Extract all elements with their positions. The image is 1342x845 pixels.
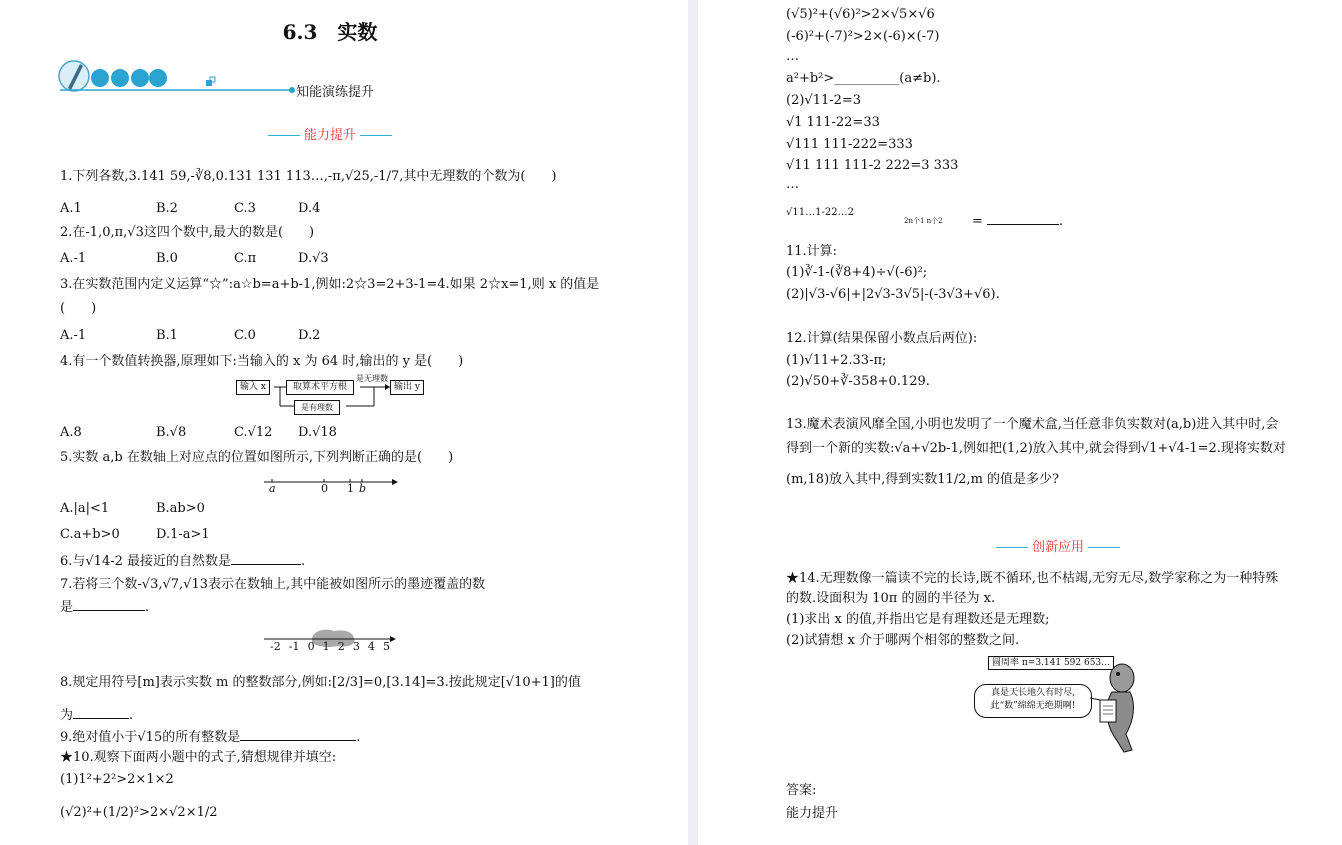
question-11: 11.计算: — [786, 244, 838, 259]
q10-part2-4: √11 111 111-2 222=3 333 — [786, 158, 959, 173]
question-4: 4.有一个数值转换器,原理如下:当输入的 x 为 64 时,输出的 y 是( ) — [60, 354, 464, 369]
q6-blank — [231, 552, 301, 565]
q10-equals-sign: = — [972, 214, 983, 229]
q2-option-a: A.-1 — [60, 251, 87, 266]
q7-tick: -1 — [288, 640, 300, 653]
q7-tick: 4 — [367, 640, 375, 653]
converter-irrational: 是无理数 — [356, 374, 388, 383]
q10-part2-general: √11…1-22…2 — [786, 207, 854, 218]
answer-section: 能力提升 — [786, 806, 839, 821]
thinking-figure-icon — [974, 654, 1142, 758]
q10-ellipsis-1: … — [786, 49, 799, 64]
number-line-q7 — [262, 628, 402, 654]
q14-line-2: 的数.设面积为 10π 的圆的半径为 x. — [786, 591, 996, 606]
q5-option-b: B.ab>0 — [156, 501, 205, 516]
page-gap — [688, 0, 698, 845]
question-6: 6.与√14-2 最接近的自然数是 . — [60, 554, 306, 569]
page-title: 6.3 实数 — [282, 20, 378, 44]
q3-option-d: D.2 — [298, 328, 321, 343]
q10-part2-equals: = . — [972, 214, 1064, 229]
question-5: 5.实数 a,b 在数轴上对应点的位置如图所示,下列判断正确的是( ) — [60, 450, 454, 465]
cartoon-illustration — [974, 654, 1142, 758]
converter-arrows — [234, 378, 434, 418]
q4-option-c: C.√12 — [234, 425, 273, 440]
q13-line-3: (m,18)放入其中,得到实数11/2,m 的值是多少? — [786, 472, 1060, 487]
question-12: 12.计算(结果保留小数点后两位): — [786, 331, 978, 346]
q10-part2-note: 2n个1 n个2 — [904, 217, 943, 225]
speech-line-2: 此“数”绵绵无绝期啊! — [990, 701, 1076, 711]
converter-diagram — [234, 374, 434, 418]
q7-tick: 3 — [352, 640, 360, 653]
converter-output: 输出 y — [390, 380, 424, 395]
q11-part-1: (1)∛-1-(∛8+4)÷√(-6)²; — [786, 265, 928, 280]
q8-text: 为 — [60, 708, 74, 723]
q7-tick: 0 — [307, 640, 315, 653]
q5-label-0: 0 — [321, 482, 328, 495]
q5-option-a: A.|a|<1 — [60, 501, 110, 516]
converter-input: 输入 x — [236, 380, 270, 395]
section-heading-ability: 能力提升 — [264, 124, 396, 143]
q14-part-1: (1)求出 x 的值,并指出它是有理数还是无理数; — [786, 612, 1050, 627]
q3-option-c: C.0 — [234, 328, 256, 343]
q5-option-d: D.1-a>1 — [156, 527, 210, 542]
q13-line-2: 得到一个新的实数:√a+√2b-1,例如把(1,2)放入其中,就会得到√1+√4-1=2.现将实数对 — [786, 441, 1286, 456]
question-2: 2.在-1,0,π,√3这四个数中,最大的数是( ) — [60, 225, 315, 240]
q3-option-a: A.-1 — [60, 328, 87, 343]
converter-rational: 是有理数 — [294, 400, 340, 415]
q4-option-b: B.√8 — [156, 425, 187, 440]
answer-label: 答案: — [786, 783, 817, 798]
q10-ellipsis-2: … — [786, 177, 799, 192]
question-7: 7.若将三个数-√3,√7,√13表示在数轴上,其中能被如图所示的墨迹覆盖的数 — [60, 577, 486, 592]
q2-option-b: B.0 — [156, 251, 178, 266]
q5-label-a: a — [269, 482, 276, 495]
q9-text: 9.绝对值小于√15的所有整数是 — [60, 730, 241, 745]
pi-label: 圆周率 π=3.141 592 653… — [988, 656, 1114, 670]
q9-blank — [240, 728, 356, 741]
q10-line-1: (1)1²+2²>2×1×2 — [60, 772, 174, 787]
question-13: 13.魔术表演风靡全国,小明也发明了一个魔术盒,当任意非负实数对(a,b)进入其中时,会 — [786, 417, 1279, 432]
q10-part2-3: √111 111-222=333 — [786, 137, 913, 152]
q10-part2-1: (2)√11-2=3 — [786, 93, 862, 108]
speech-line-1: 真是天长地久有时尽, — [991, 688, 1075, 698]
q7-text: 是 — [60, 600, 74, 615]
q4-option-a: A.8 — [60, 425, 82, 440]
q10-blank — [987, 212, 1059, 225]
q12-part-2: (2)√50+∛-358+0.129. — [786, 374, 930, 389]
q14-part-2: (2)试猜想 x 介于哪两个相邻的整数之间. — [786, 633, 1020, 648]
question-7-cont: 是 . — [60, 600, 150, 615]
q11-part-2: (2)|√3-√6|+|2√3-3√5|-(-3√3+√6). — [786, 287, 1000, 302]
right-page — [698, 0, 1342, 845]
q3-option-b: B.1 — [156, 328, 178, 343]
q5-label-1: 1 — [347, 482, 354, 495]
q2-option-c: C.π — [234, 251, 257, 266]
question-9: 9.绝对值小于√15的所有整数是 . — [60, 730, 361, 745]
q8-blank — [73, 706, 129, 719]
question-8-cont: 为 . — [60, 708, 134, 723]
section-heading-innovation: 创新应用 — [992, 536, 1124, 555]
q5-label-b: b — [359, 482, 367, 495]
question-10: ★10.观察下面两小题中的式子,猜想规律并填空: — [60, 750, 337, 765]
q1-option-a: A.1 — [60, 201, 82, 216]
q4-option-d: D.√18 — [298, 425, 337, 440]
q5-option-c: C.a+b>0 — [60, 527, 120, 542]
question-1: 1.下列各数,3.141 59,-∛8,0.131 131 113…,-π,√25,-1/7,其中无理数的个数为( ) — [60, 169, 557, 184]
q2-option-d: D.√3 — [298, 251, 329, 266]
question-8: 8.规定用符号[m]表示实数 m 的整数部分,例如:[2/3]=0,[3.14]=3.按此规定[√10+1]的值 — [60, 675, 581, 690]
banner-label: 知能演练提升 — [296, 85, 375, 100]
q6-text: 6.与√14-2 最接近的自然数是 — [60, 554, 232, 569]
converter-process: 取算术平方根 — [286, 380, 354, 395]
number-line-q5 — [262, 474, 402, 496]
q7-blank — [73, 598, 145, 611]
q7-tick: 5 — [382, 640, 390, 653]
q10-line-2: (√2)²+(1/2)²>2×√2×1/2 — [60, 805, 218, 820]
q7-tick: 2 — [337, 640, 345, 653]
q10-line-5: a²+b²>__________(a≠b). — [786, 71, 941, 86]
q7-tick: 1 — [322, 640, 330, 653]
q10-line-4: (-6)²+(-7)²>2×(-6)×(-7) — [786, 29, 940, 44]
q1-option-d: D.4 — [298, 201, 321, 216]
q7-tick-labels — [270, 640, 390, 653]
q1-option-b: B.2 — [156, 201, 178, 216]
question-3: 3.在实数范围内定义运算“☆”:a☆b=a+b-1,例如:2☆3=2+3-1=4.如果 2☆x=1,则 x 的值是 — [60, 277, 600, 292]
question-3-paren: ( ) — [60, 301, 97, 316]
q12-part-1: (1)√11+2.33-π; — [786, 353, 887, 368]
q10-line-3: (√5)²+(√6)²>2×√5×√6 — [786, 7, 935, 22]
q10-part2-2: √1 111-22=33 — [786, 115, 880, 130]
question-14: ★14.无理数像一篇读不完的长诗,既不循环,也不枯竭,无穷无尽,数学家称之为一种特殊 — [786, 571, 1279, 586]
q1-option-c: C.3 — [234, 201, 256, 216]
q7-tick: -2 — [270, 640, 281, 653]
